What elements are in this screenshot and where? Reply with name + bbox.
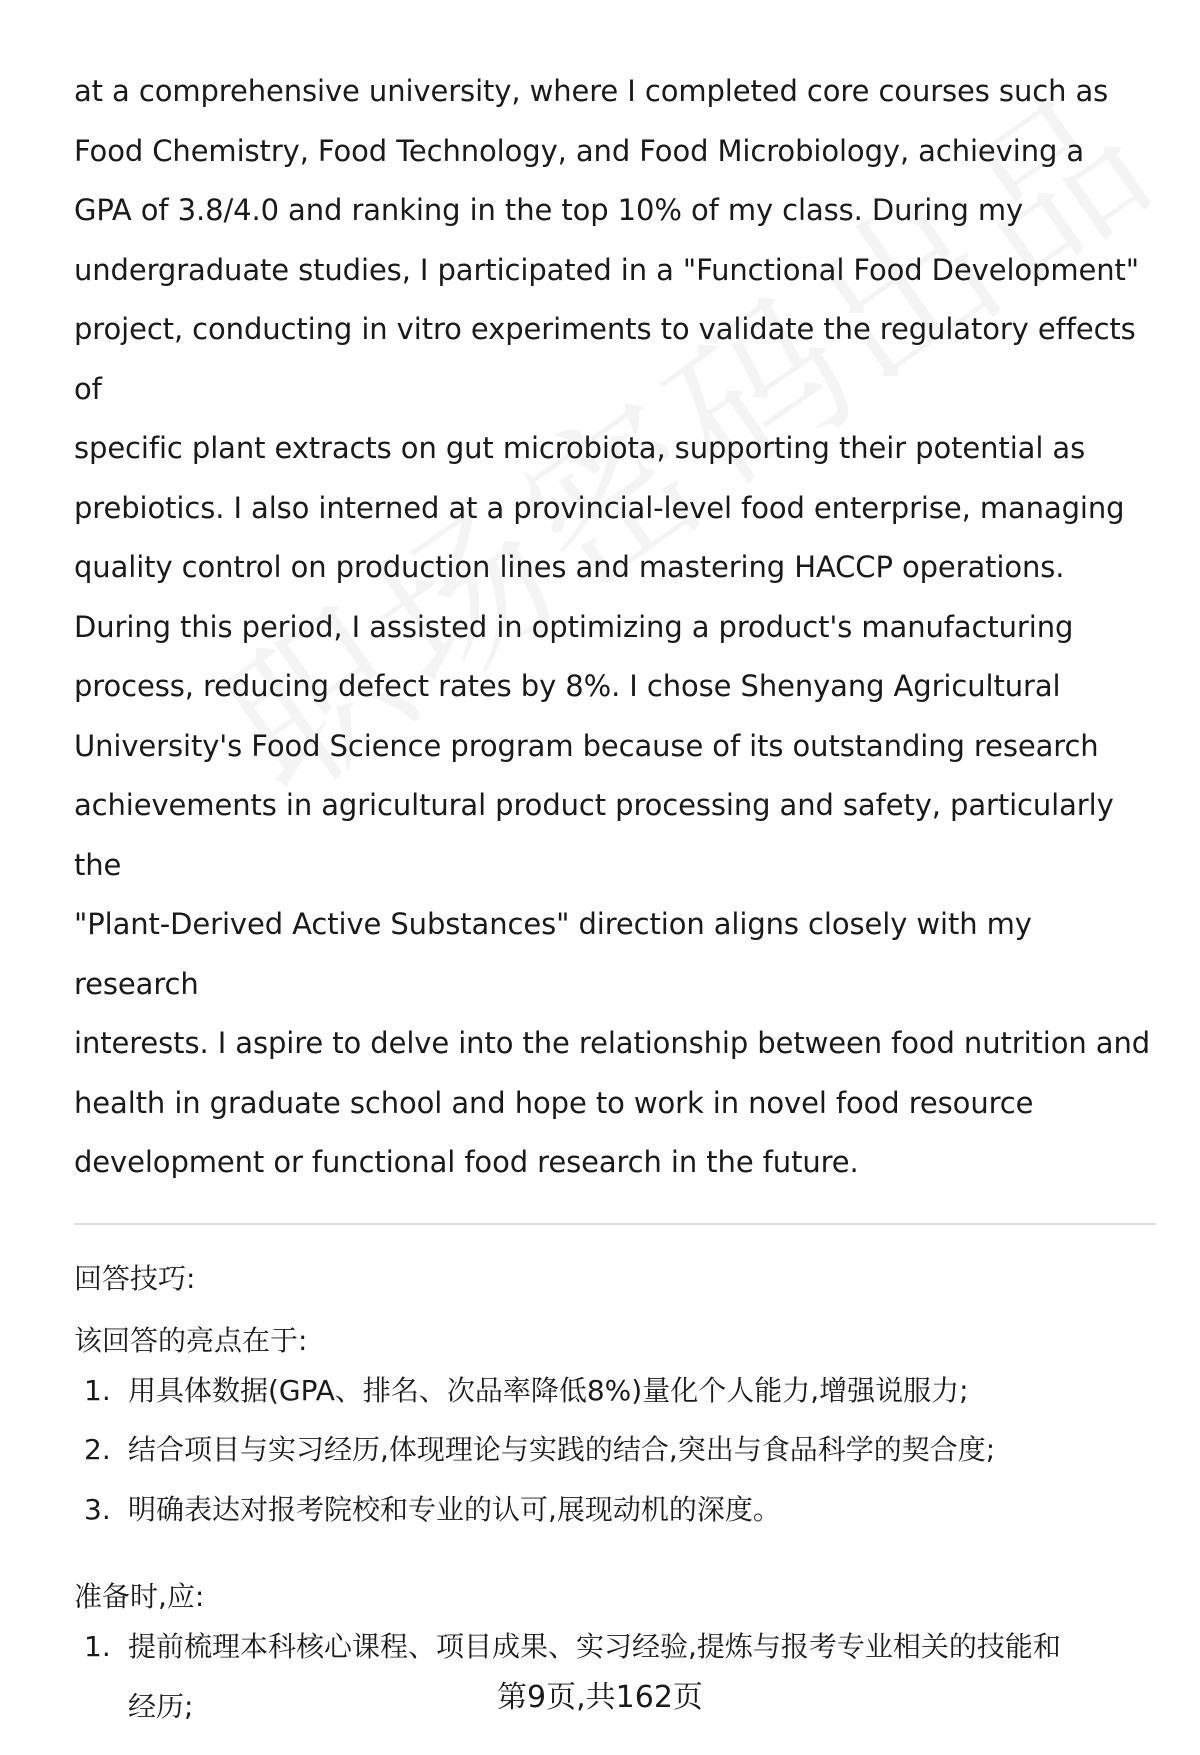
prep-list xyxy=(74,1617,1154,1736)
list-item-text: 提前梳理本科核心课程、项目成果、实习经验,提炼与报考专业相关的技能和 xyxy=(128,1630,1061,1663)
essay-paragraph xyxy=(74,62,1154,1193)
essay-line: GPA of 3.8/4.0 and ranking in the top 10% of my class. During my xyxy=(74,193,1024,227)
list-item xyxy=(74,1420,1154,1480)
list-item xyxy=(74,1480,1154,1540)
section-divider xyxy=(74,1223,1156,1225)
essay-line: "Plant-Derived Active Substances" direction aligns closely with my research xyxy=(74,907,1032,1001)
essay-line: Food Chemistry, Food Technology, and Food Microbiology, achieving a xyxy=(74,133,1085,168)
essay-line: project, conducting in vitro experiments to validate the regulatory effects of xyxy=(74,312,1136,406)
list-item-text: 用具体数据(GPA、排名、次品率降低8%)量化个人能力,增强说服力; xyxy=(128,1373,969,1407)
list-number: 1. xyxy=(84,1373,111,1407)
list-number: 3. xyxy=(84,1492,111,1526)
page-content xyxy=(74,62,1154,1736)
page-number: 第9页,共162页 xyxy=(497,1680,703,1715)
prep-heading: 准备时,应: xyxy=(74,1580,205,1613)
essay-line: process, reducing defect rates by 8%. I chose Shenyang Agricultural xyxy=(74,669,1061,703)
essay-line: at a comprehensive university, where I completed core courses such as xyxy=(74,74,1109,108)
tips-subheading: 该回答的亮点在于: xyxy=(74,1323,308,1357)
essay-line: University's Food Science program because of its outstanding research xyxy=(74,728,1099,763)
list-number: 1. xyxy=(84,1630,111,1663)
essay-line: interests. I aspire to delve into the relationship between food nutrition and xyxy=(74,1026,1151,1060)
essay-line: achievements in agricultural product processing and safety, particularly the xyxy=(74,788,1114,882)
essay-line: health in graduate school and hope to work in novel food resource xyxy=(74,1085,1034,1120)
tips-heading: 回答技巧: xyxy=(74,1261,196,1295)
list-item xyxy=(74,1617,1154,1736)
essay-line: prebiotics. I also interned at a provincial-level food enterprise, managing xyxy=(74,490,1125,525)
essay-line: quality control on production lines and mastering HACCP operations. xyxy=(74,550,1065,584)
list-item xyxy=(74,1361,1154,1421)
list-item-text: 结合项目与实习经历,体现理论与实践的结合,突出与食品科学的契合度; xyxy=(128,1433,996,1466)
list-number: 2. xyxy=(84,1433,111,1466)
list-item-text-continued: 经历; xyxy=(128,1689,194,1723)
essay-line: specific plant extracts on gut microbiota, supporting their potential as xyxy=(74,431,1086,465)
essay-line: undergraduate studies, I participated in a "Functional Food Development" xyxy=(74,252,1140,287)
essay-line: development or functional food research in the future. xyxy=(74,1145,859,1179)
essay-line: During this period, I assisted in optimizing a product's manufacturing xyxy=(74,609,1074,644)
list-item-text: 明确表达对报考院校和专业的认可,展现动机的深度。 xyxy=(128,1492,781,1526)
highlights-list xyxy=(74,1361,1154,1540)
